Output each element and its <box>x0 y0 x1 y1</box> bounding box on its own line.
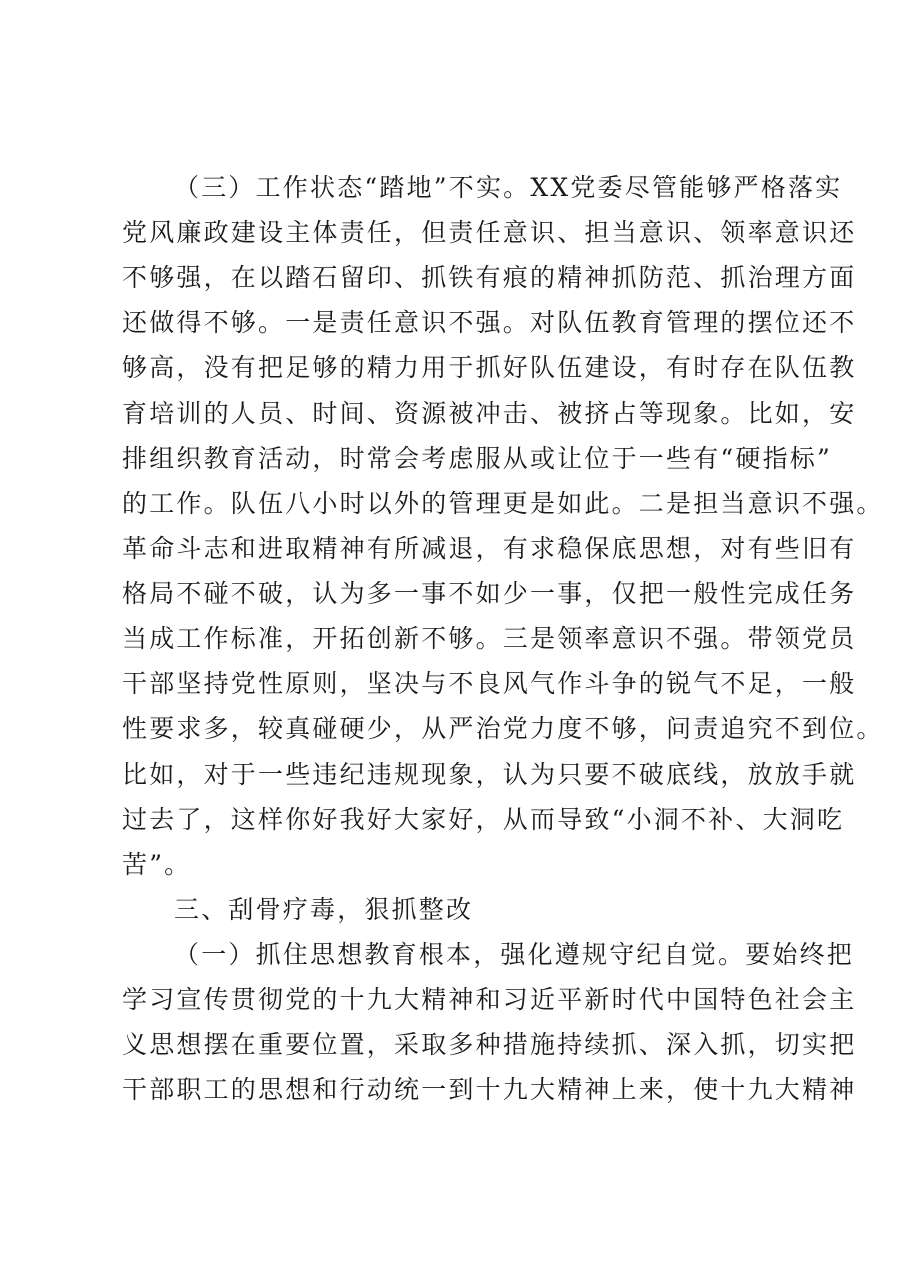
paragraph-line: （一）抓住思想教育根本，强化遵规守纪自觉。要始终把 <box>174 940 855 969</box>
section-heading: 三、刮骨疗毒，狠抓整改 <box>174 895 474 924</box>
paragraph-line: 革命斗志和进取精神有所减退，有求稳保底思想，对有些旧有 <box>122 534 857 563</box>
paragraph-line: 还做得不够。一是责任意识不强。对队伍教育管理的摆位还不 <box>122 308 857 337</box>
paragraph-line: 义思想摆在重要位置，采取多种措施持续抓、深入抓，切实把 <box>122 1030 857 1059</box>
paragraph-line: 苦”。 <box>122 850 192 879</box>
paragraph-line: 干部坚持党性原则，坚决与不良风气作斗争的锐气不足，一般 <box>122 669 857 698</box>
paragraph-line: 排组织教育活动，时常会考虑服从或让位于一些有“硬指标” <box>122 444 832 473</box>
paragraph-line: 育培训的人员、时间、资源被冲击、被挤占等现象。比如，安 <box>122 399 857 428</box>
paragraph-line: 的工作。队伍八小时以外的管理更是如此。二是担当意识不强。 <box>122 489 884 518</box>
paragraph-line: 够高，没有把足够的精力用于抓好队伍建设，有时存在队伍教 <box>122 353 857 382</box>
paragraph-line: 当成工作标准，开拓创新不够。三是领率意识不强。带领党员 <box>122 624 857 653</box>
paragraph-line: （三）工作状态“踏地”不实。XX党委尽管能够严格落实 <box>174 173 843 202</box>
paragraph-line: 性要求多，较真碰硬少，从严治党力度不够，问责追究不到位。 <box>122 714 884 743</box>
paragraph-line: 比如，对于一些违纪违规现象，认为只要不破底线，放放手就 <box>122 760 857 789</box>
paragraph-line: 学习宣传贯彻党的十九大精神和习近平新时代中国特色社会主 <box>122 985 857 1014</box>
paragraph-line: 格局不碰不破，认为多一事不如少一事，仅把一般性完成任务 <box>122 579 857 608</box>
paragraph-line: 干部职工的思想和行动统一到十九大精神上来，使十九大精神 <box>122 1075 857 1104</box>
paragraph-line: 党风廉政建设主体责任，但责任意识、担当意识、领率意识还 <box>122 218 857 247</box>
paragraph-line: 不够强，在以踏石留印、抓铁有痕的精神抓防范、抓治理方面 <box>122 263 857 292</box>
paragraph-line: 过去了，这样你好我好大家好，从而导致“小洞不补、大洞吃 <box>122 805 845 834</box>
